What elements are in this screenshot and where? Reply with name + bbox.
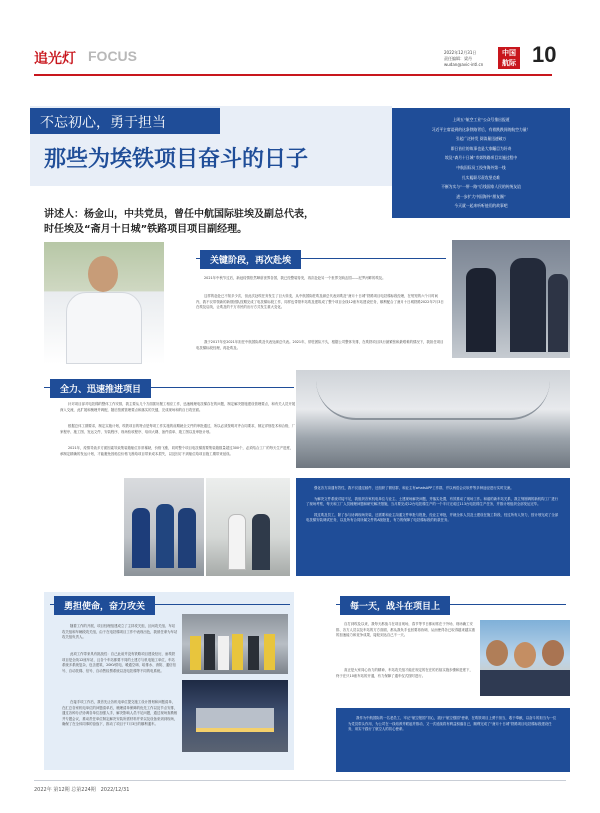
- worker-figure: [248, 636, 259, 670]
- section-heading-2: 全力、迅速推进项目: [50, 379, 151, 398]
- paragraph-9: 抓过埃及员工，除了参与协调现场安装，还需要和业主沟通文件审批与报批，经业主审批，并就全体人员及土建设在施工阶段、经过所有人努力，按计划完成了全部电扶梯安装调试任务，以及所有合同所属文件的A版批复，有力的保障了电扶梯标段的收款任务。: [306, 512, 559, 523]
- section-label-cn: 追光灯: [34, 51, 76, 67]
- portrait-photo: [44, 242, 164, 364]
- worker-figure: [156, 504, 174, 568]
- crew-photo-1: [124, 478, 204, 576]
- person-face: [514, 642, 536, 668]
- speaker-line2: 时任埃及“斋月十日城”铁路项目项目副经理。: [44, 224, 248, 235]
- logo-line1: 中国: [502, 49, 516, 57]
- intro-line: 中航国际员工投身海外第一线: [456, 164, 506, 170]
- intro-line: 扎实履职尽责攻坚克难: [462, 174, 500, 180]
- section-label-en: FOCUS: [88, 48, 137, 64]
- worker-figure: [178, 508, 196, 568]
- paragraph-11: 此项工作带来具有挑战性：自己此前并没有铁路项目建设经历，而埃铁项目是全线12座车站，且各个车站都要不同的土建方与机电施工单位，车站系统多系统复杂，包含建筑、20KV供电、暖通空调、给排水、消防、通信信号、自动扶梯、信号、自动售检票系统以及电扶梯等不同的电系统。: [62, 652, 176, 673]
- paragraph-1: 2021年中秋节过后，新冠疫情依然肆虐世界各国，我已经整装待发，再次赴赴另一个世界交响击国——尼罗河畔的埃及。: [204, 276, 386, 280]
- closing-box: [336, 708, 570, 772]
- header-rule: [34, 74, 552, 76]
- header-date: 2022年12月31日: [444, 50, 477, 55]
- section-heading-1: 关键阶段，再次赴埃: [200, 250, 301, 269]
- intro-line: 进一步扩大中国海外“朋友圈”: [456, 193, 506, 199]
- page-header: [0, 0, 600, 78]
- official-figure: [548, 274, 568, 352]
- paragraph-8: 为解决文件系统对接不足，我组织各家机电单位与业主、土建现场解决问题，并落实处置，有效推动了现场工作。和谐的新车站关系，我立刻刚调的新机构工厂进行了现场考察，每天和工厂人员梳理问题和研究解决措施，当月要完成12台电扶梯生产的一个半月完成过113台电扶梯生产任务，并推计划组织全部发运完毕。: [306, 496, 559, 507]
- station-photo: [296, 370, 570, 468]
- portrait-shirt: [66, 292, 142, 364]
- worker-figure: [204, 634, 215, 670]
- building-lights: [196, 728, 274, 732]
- paragraph-7: 强化各方沟通有效性，我不仅通过邮件、还组织了微信群，和业主有whatsAPP工作群，并以两语会议软件等多种途径进行实时交流。: [314, 486, 514, 490]
- worker-figure: [264, 634, 275, 670]
- intro-line: 即日首位的故事也是大家瞩目为好奇: [450, 145, 512, 151]
- team-photo: [182, 614, 288, 674]
- worker-figure: [232, 634, 243, 670]
- intro-line: 上周五“航空工业”公众号推出报道: [452, 117, 510, 122]
- crew-photo-2: [206, 478, 290, 576]
- intro-sidebar: [392, 108, 570, 218]
- person-face: [542, 640, 564, 666]
- header-email: wudan@avic-intl.cn: [444, 62, 484, 67]
- worker-figure: [132, 508, 150, 568]
- intro-line: 不断为实与“一带一路”后线国家人民的传统友谊: [441, 184, 521, 190]
- worker-figure: [228, 514, 246, 570]
- train-building-photo: [182, 680, 288, 752]
- person-face: [486, 640, 508, 666]
- blue-text-box: [296, 478, 570, 576]
- section-heading-4: 每一天，战斗在项目上: [340, 596, 450, 615]
- company-logo: [498, 47, 520, 69]
- intro-line: 今天就一起来听听他们的故事吧: [454, 203, 508, 209]
- portrait-face: [88, 256, 118, 292]
- person-shirts: [480, 670, 570, 696]
- footer-text: 2022年 第12期 总第224期 2022/12/31: [34, 787, 130, 793]
- paragraph-4: 针对项目部对电扶梯的整体工作安排，我主要从几个方面抓好履工相应工作，迅速梳理电扶梯存在的问题，制定解决措施建设管理要点，和有关人员开展深入交流，此扩展和梳理并调配，随后按照管理要点和落实的关键，完成现场和的百日攻坚面。: [60, 402, 296, 412]
- paragraph-3: 我于2017年至2021年担任中航国际埃及代表处副总代表。2021年，常驻团队不久，根据公司整体安排，在埃铁项目执行最紧张和最艰难的情况下，我担任项目电扶梯标段经理，再赴埃及。: [196, 340, 444, 350]
- paragraph-10: 随着工作的开展，项目经理组建成立了主持攻关组，区间攻关组、车站攻关组和车辆段攻关组，由于在电扶梯项目工作中表现出色，我被任命为车站攻关组负责人。: [62, 624, 178, 640]
- worker-figure: [252, 514, 270, 570]
- footer-rule: [34, 780, 566, 781]
- paragraph-6: 2021年，疫情导致多方面因素导致集装箱船位非常稀缺，价格飞涨，同时整个项目电扶梯需要集装箱数量超过300个，必须结合工厂的每天生产进度，承制定精确的发运计划，才能避免因船位价格飞涨给项目带来成本损失，以及因订不到船位给项目施工期带来延误。: [60, 446, 294, 456]
- team-selfie-photo: [480, 620, 570, 696]
- paragraph-13: 自打到埃及以来，我每天都战斗在项目现场，春节等节日都闲常在于外场，现场确工安排、各方人员以及车站的方方面面，都从我负手也回要再协调，从而使得各已取得越来越实惠的加速能力和竞争成果，接轮到达自己不一天。: [336, 622, 476, 638]
- paragraph-12: 在接手项工作后，我首先让各机电单位提交施工设计图划和问题清单，在汇总各家机电单位的问题清单后，梳理清单保障的优先工作以及节点安排，通过各种办法协调各单位加强人手，解决影响人员不足问题，通过现场查勘相并专题会议，推动责任单位制定解决安装所需材料并采以及设备来到到现场，确保了在全体同事的奋战下，推动了项目于7月3日的顺利通车。: [62, 700, 178, 727]
- header-editor: 责任编辑：梁丹: [444, 56, 472, 61]
- station-roof: [316, 380, 550, 420]
- officials-photo: [452, 240, 570, 358]
- intro-line: 习近平主席谈到的这条铁路背后，有着跌跌闯的航空力量！: [431, 126, 531, 132]
- worker-figure: [218, 636, 229, 670]
- paragraph-5: 根据总体工期要求，制定实施计划，埃铁项目的特点是每项工作实施的前期就全文件的审批通过，所以必须按明对齐合同要求，制定详细技术和合格，厂家程序、施工图、发运文件、安装程序、现场验收程序、培训大纲、备件清单、竣工图以及审批计划。: [60, 424, 296, 434]
- paragraph-2: 这样的赴赴已不知多少次，但此次赴埃任务发生了巨大转变，从中航国际驻埃及副总代表到埃及“斋月十日城”铁路项目电扶梯标段经理，在短短的六个月时间内，我不仅带领新的新领团队按期完成了电扶梯标段工作，同样也带领车站埃及建筑成了整个项目全线12座车站建设任务，顺利配合了斋月十日城铁路2022年7月3日在埃及启线，让埃及的千万市民的出行方式发生重大变化。: [196, 294, 444, 310]
- worker-figure: [190, 636, 201, 670]
- paragraph-14: 高正是大家同心协力的精神，车站攻关组才能在规定的在在的后续实施步骤和进度下，终于在只10座车站的开通，有力保障了通车仪式按时进行。: [336, 668, 473, 678]
- title-line2: 那些为埃铁项目奋斗的日子: [44, 146, 309, 172]
- section-heading-3: 勇担使命，奋力攻关: [54, 596, 155, 615]
- official-figure: [510, 258, 546, 352]
- intro-line: 埃及“斋月十日城”市郊铁路项目实施过程中: [444, 155, 518, 161]
- speaker-line1: 讲述人：杨金山，中共党员，曾任中航国际驻埃及副总代表，: [44, 209, 314, 220]
- intro-line: 引起广泛转发 阅读量迅速破万: [455, 136, 507, 142]
- page-number: 10: [532, 42, 557, 67]
- logo-line2: 航际: [502, 59, 516, 67]
- title-line1: 不忘初心，勇于担当: [40, 115, 166, 131]
- official-figure: [466, 268, 496, 352]
- paragraph-15: 我作为中航国际的一名老员工，牢记“航空报国”初心，践行“航空强国”使命，在埃铁项目上勇于担当，敢于奉献，以奋斗的担当为一位为党员带头作用，为公司在一线培养并联起并推动，又一次延续将有利益积落自己，顺利完成了“斋月十日城”铁路项目电扶梯标段建设任务，用实干践行了航空人的初心使命。: [348, 716, 557, 732]
